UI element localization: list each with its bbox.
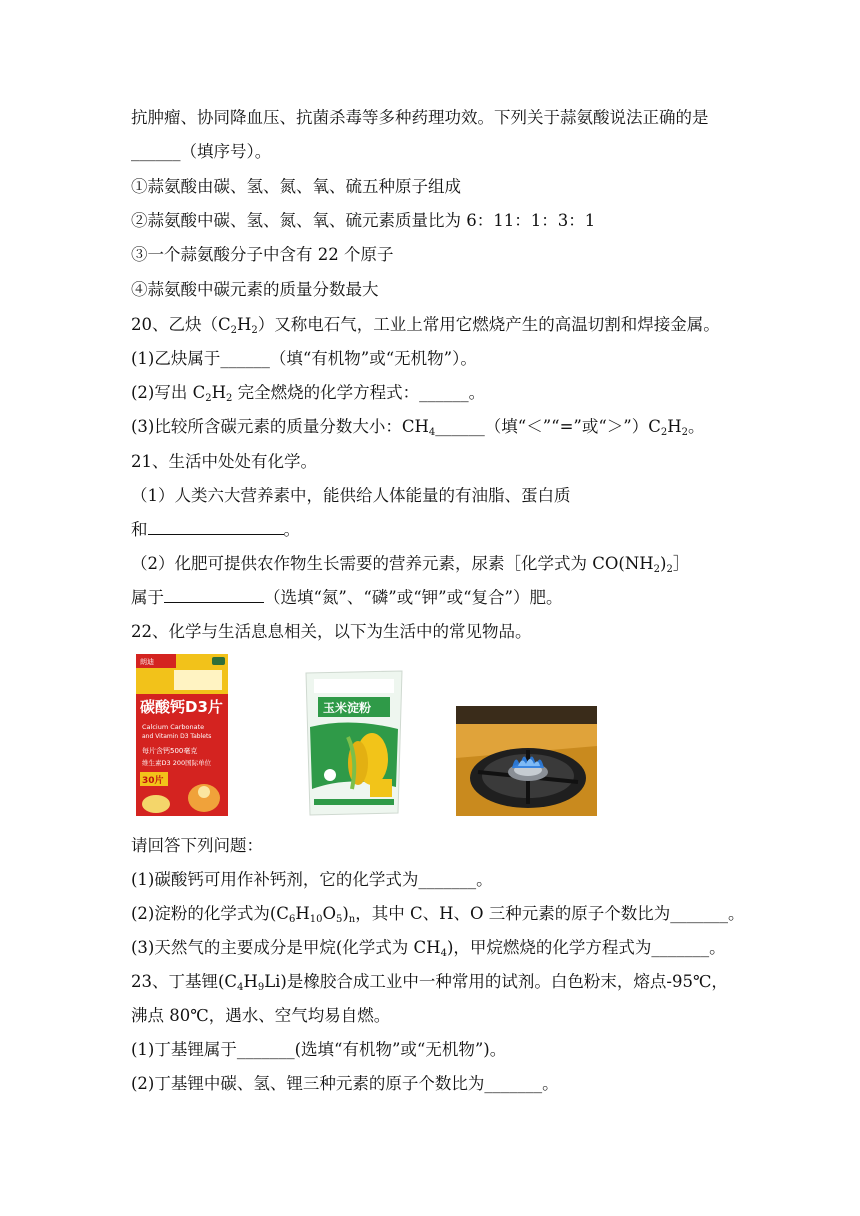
question-22-3: (3)天然气的主要成分是甲烷(化学式为 $CH_4$)，甲烷燃烧的化学方程式为_______。: [131, 938, 726, 959]
question-20-3: (3)比较所含碳元素的质量分数大小：$CH_4\_\_\_\_\_\_$（填“＜”“=”或“$>”)C_2H_2$。: [131, 417, 705, 438]
question-23-cont: 沸点 80℃，遇水、空气均易自燃。: [131, 1006, 391, 1025]
answer-blank: [164, 587, 264, 603]
dose-text-1: 每片含钙500毫克: [142, 747, 198, 755]
option-4: ④蒜氨酸中碳元素的质量分数最大: [131, 280, 379, 299]
question-22-1: (1)碳酸钙可用作补钙剂，它的化学式为_______。: [131, 870, 493, 889]
english-name-1: Calcium Carbonate: [142, 723, 205, 731]
question-20-2: (2)写出 $C_2H_2$ 完全燃烧的化学方程式：______。: [131, 383, 486, 404]
text-line: ______（填序号）。: [131, 142, 272, 161]
calcium-tablet-box-image: [134, 652, 230, 818]
gas-stove-image: [456, 706, 597, 816]
answer-blank: [148, 519, 284, 535]
question-23-1: (1)丁基锂属于_______(选填“有机物”或“无机物”)。: [131, 1040, 507, 1059]
count-text: 30片: [142, 776, 164, 786]
question-21-2: （2）化肥可提供农作物生长需要的营养元素，尿素［化学式为 $CO(NH_2)_2]$: [131, 554, 690, 575]
question-21-1-cont: 和 。: [131, 520, 300, 539]
question-22-intro: 请回答下列问题：: [131, 836, 263, 855]
brand-text: 朗迪: [140, 658, 154, 666]
question-22: 22、化学与生活息息相关，以下为生活中的常见物品。: [131, 622, 532, 641]
dose-text-2: 维生素D3 200国际单位: [142, 759, 212, 767]
bag-title-text: 玉米淀粉: [323, 701, 372, 715]
corn-starch-bag-image: [300, 667, 408, 819]
question-20-1: (1)乙炔属于______（填“有机物”或“无机物”）。: [131, 349, 477, 368]
question-21-2-cont: 属于 （选填“氮”、“磷”或“钾”或“复合”）肥。: [131, 588, 563, 607]
option-2: ②蒜氨酸中碳、氢、氮、氧、硫元素质量比为 6：11：1：3：1: [131, 211, 596, 230]
option-1: ①蒜氨酸由碳、氢、氮、氧、硫五种原子组成: [131, 177, 461, 196]
question-20: 20、乙炔$(C_2H_2)$又称电石气，工业上常用它燃烧产生的高温切割和焊接金属。: [131, 315, 720, 336]
question-23-2: (2)丁基锂中碳、氢、锂三种元素的原子个数比为_______。: [131, 1074, 559, 1093]
text-line: 抗肿瘤、协同降血压、抗菌杀毒等多种药理功效。下列关于蒜氨酸说法正确的是: [131, 108, 709, 127]
question-22-2: (2)淀粉的化学式为$(C_6H_{10}O_5)_n$，其中 C、H、O 三种元素的原子个数比为_______。: [131, 904, 745, 925]
option-3: ③一个蒜氨酸分子中含有 22 个原子: [131, 245, 394, 264]
product-title-text: 碳酸钙D3片: [140, 698, 223, 716]
english-name-2: and Vitamin D3 Tablets: [142, 733, 212, 740]
question-21: 21、生活中处处有化学。: [131, 452, 317, 471]
question-21-1: （1）人类六大营养素中，能供给人体能量的有油脂、蛋白质: [131, 486, 571, 505]
question-23: 23、丁基锂$(C_4H_9Li)$是橡胶合成工业中一种常用的试剂。白色粉末，熔点-95℃，: [131, 972, 728, 993]
